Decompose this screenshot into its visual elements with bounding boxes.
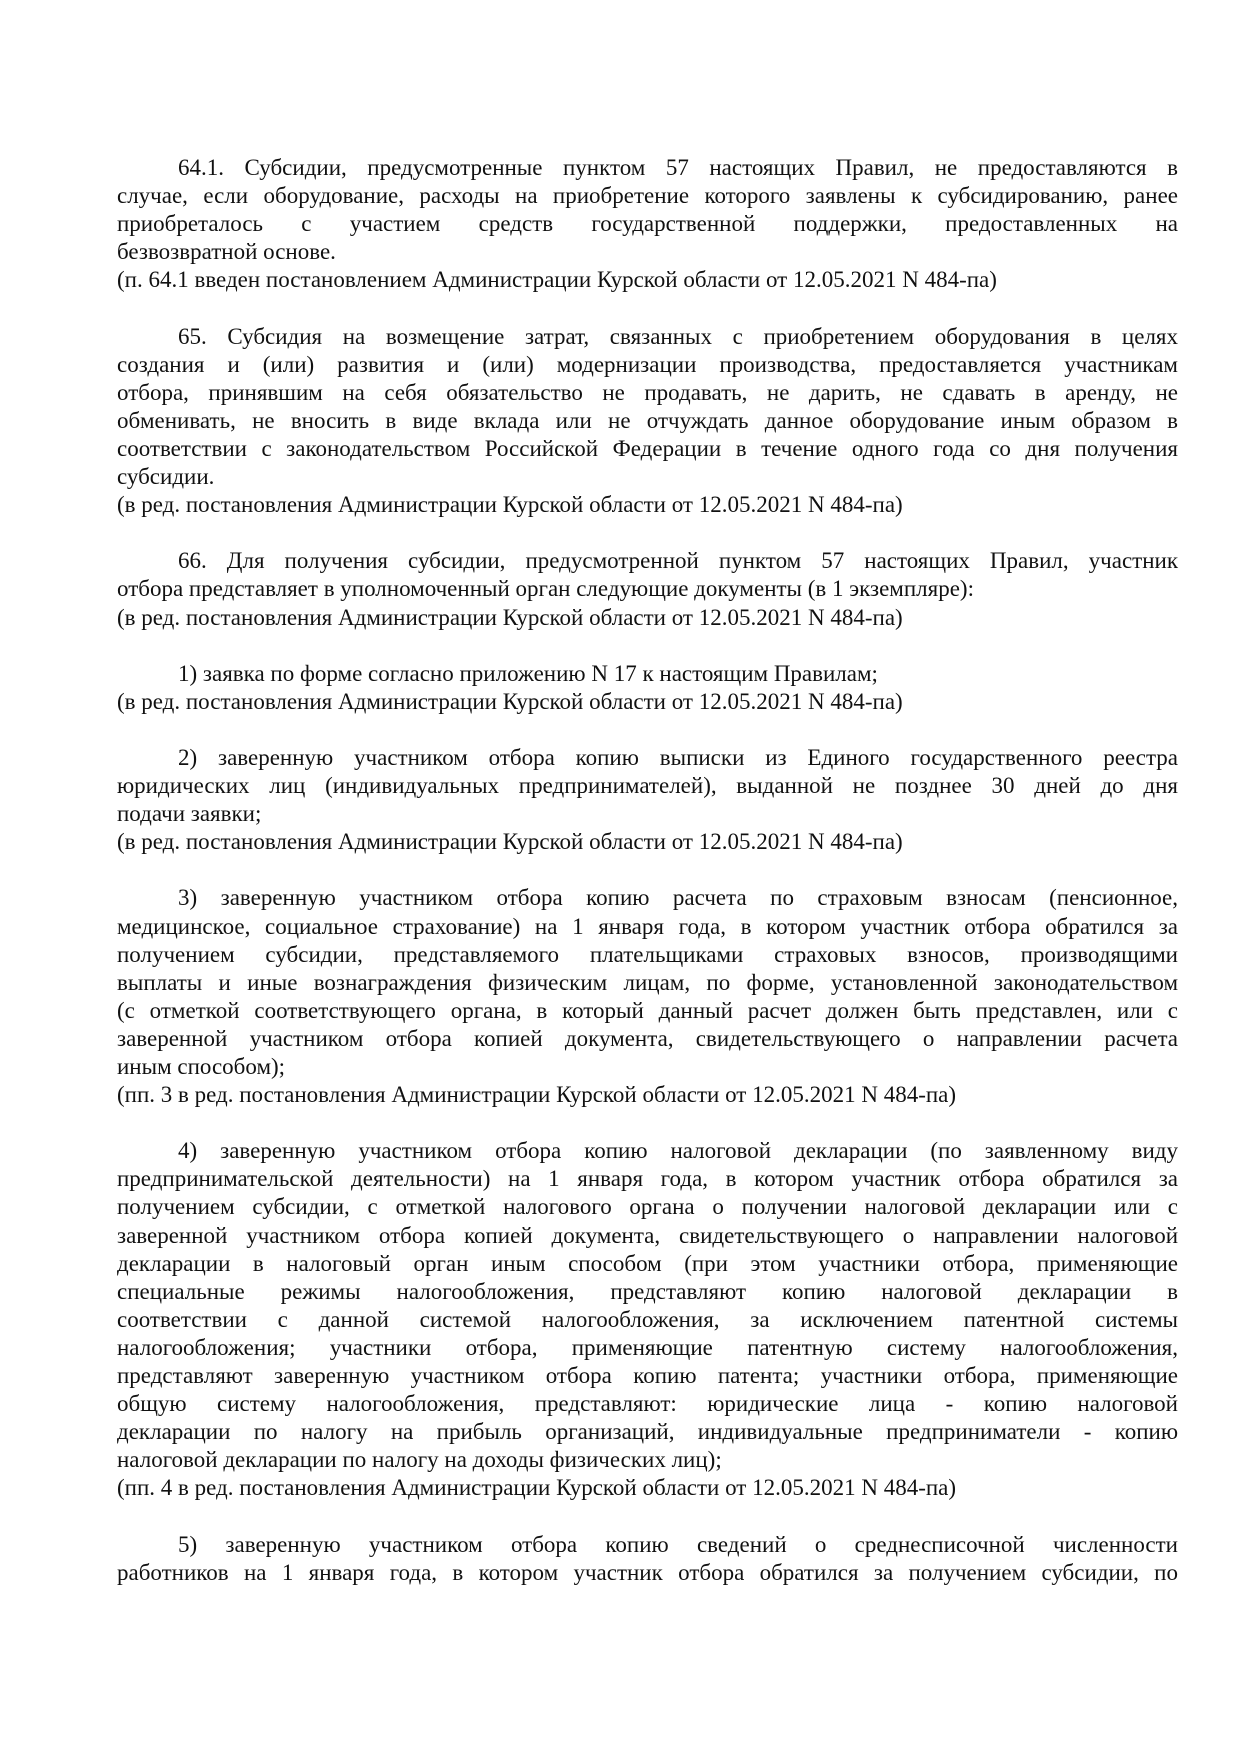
- paragraph-line: 66. Для получения субсидии, предусмотренной пунктом 57 настоящих Правил, участник: [178, 548, 1178, 574]
- paragraph-line: 4) заверенную участником отбора копию налоговой декларации (по заявленному виду: [178, 1138, 1178, 1164]
- paragraph-line: иным способом);: [117, 1054, 286, 1079]
- document-page: [117, 154, 1178, 1615]
- paragraph-line: безвозвратной основе.: [117, 239, 336, 265]
- amendment-reference: (п. 64.1 введен постановлением Администрации Курской области от 12.05.2021 N 484-па): [117, 267, 997, 293]
- paragraph-line: декларации в налоговый орган иным способом (при этом участники отбора, применяющие: [117, 1250, 1178, 1276]
- paragraph: [117, 744, 1178, 856]
- paragraph-line: обменивать, не вносить в виде вклада или не отчуждать данное оборудование иным образом в: [117, 407, 1178, 433]
- paragraph-line: 64.1. Субсидии, предусмотренные пунктом 57 настоящих Правил, не предоставляются в: [178, 155, 1178, 180]
- paragraph: [117, 547, 1178, 631]
- paragraph: [117, 884, 1178, 1109]
- paragraph-line: заверенной участником отбора копией документа, свидетельствующего о направлении налоговой: [117, 1222, 1178, 1248]
- amendment-reference: (в ред. постановления Администрации Курской области от 12.05.2021 N 484-па): [117, 604, 903, 630]
- paragraph-line: 2) заверенную участником отбора копию выписки из Единого государственного реестра: [178, 744, 1178, 770]
- paragraph: [117, 1137, 1178, 1502]
- paragraph-line: юридических лиц (индивидуальных предпринимателей), выданной не позднее 30 дней до дня: [117, 773, 1178, 799]
- paragraph: [117, 1531, 1178, 1587]
- paragraph-line: случае, если оборудование, расходы на приобретение которого заявлены к субсидированию, ранее: [117, 183, 1178, 209]
- paragraph-line: получением субсидии, с отметкой налогового органа о получении налоговой декларации или с: [117, 1194, 1178, 1220]
- paragraph-line: медицинское, социальное страхование) на 1 января года, в котором участник отбора обратился за: [117, 913, 1178, 939]
- amendment-reference: (в ред. постановления Администрации Курской области от 12.05.2021 N 484-па): [117, 492, 903, 518]
- paragraph: [117, 323, 1178, 520]
- paragraph-line: декларации по налогу на прибыль организаций, индивидуальные предприниматели - копию: [117, 1419, 1178, 1445]
- paragraph-line: соответствии с данной системой налогообложения, за исключением патентной системы: [117, 1306, 1178, 1332]
- paragraph-line: субсидии.: [117, 464, 215, 490]
- paragraph-line: общую систему налогообложения, представляют: юридические лица - копию налоговой: [117, 1391, 1178, 1417]
- paragraph-line: отбора, принявшим на себя обязательство не продавать, не дарить, не сдавать в аренду, не: [117, 379, 1178, 405]
- amendment-reference: (пп. 3 в ред. постановления Администрации Курской области от 12.05.2021 N 484-па): [117, 1082, 957, 1108]
- paragraph-line: работников на 1 января года, в котором участник отбора обратился за получением субсидии, по: [117, 1559, 1178, 1585]
- paragraph-line: 1) заявка по форме согласно приложению N 17 к настоящим Правилам;: [178, 660, 878, 686]
- paragraph-line: приобреталось с участием средств государственной поддержки, предоставленных на: [117, 211, 1178, 237]
- paragraph-line: предпринимательской деятельности) на 1 января года, в котором участник отбора обратился за: [117, 1166, 1178, 1192]
- amendment-reference: (в ред. постановления Администрации Курской области от 12.05.2021 N 484-па): [117, 688, 903, 714]
- paragraph-line: представляют заверенную участником отбора копию патента; участники отбора, применяющие: [117, 1363, 1178, 1389]
- paragraph: [117, 660, 1178, 716]
- paragraph-line: заверенной участником отбора копией документа, свидетельствующего о направлении расчета: [117, 1025, 1178, 1051]
- paragraph-line: соответствии с законодательством Российской Федерации в течение одного года со дня получения: [117, 435, 1178, 461]
- paragraph-line: создания и (или) развития и (или) модернизации производства, предоставляется участникам: [117, 351, 1178, 377]
- paragraph-line: (с отметкой соответствующего органа, в который данный расчет должен быть представлен, или с: [117, 997, 1178, 1023]
- paragraph-line: выплаты и иные вознаграждения физическим лицам, по форме, установленной законодательством: [117, 969, 1178, 995]
- amendment-reference: (в ред. постановления Администрации Курской области от 12.05.2021 N 484-па): [117, 829, 903, 855]
- paragraph-line: 3) заверенную участником отбора копию расчета по страховым взносам (пенсионное,: [178, 885, 1178, 911]
- paragraph-line: 5) заверенную участником отбора копию сведений о среднесписочной численности: [178, 1531, 1178, 1557]
- paragraph-line: специальные режимы налогообложения, представляют копию налоговой декларации в: [117, 1278, 1178, 1304]
- paragraph-line: подачи заявки;: [117, 801, 262, 827]
- paragraph-line: получением субсидии, представляемого плательщиками страховых взносов, производящими: [117, 941, 1178, 967]
- paragraph-line: налоговой декларации по налогу на доходы физических лиц);: [117, 1447, 722, 1473]
- paragraph-line: налогообложения; участники отбора, применяющие патентную систему налогообложения,: [117, 1334, 1178, 1360]
- paragraph-line: 65. Субсидия на возмещение затрат, связанных с приобретением оборудования в целях: [178, 323, 1178, 349]
- amendment-reference: (пп. 4 в ред. постановления Администрации Курской области от 12.05.2021 N 484-па): [117, 1475, 957, 1501]
- paragraph: [117, 154, 1178, 294]
- paragraph-line: отбора представляет в уполномоченный орган следующие документы (в 1 экземпляре):: [117, 576, 974, 602]
